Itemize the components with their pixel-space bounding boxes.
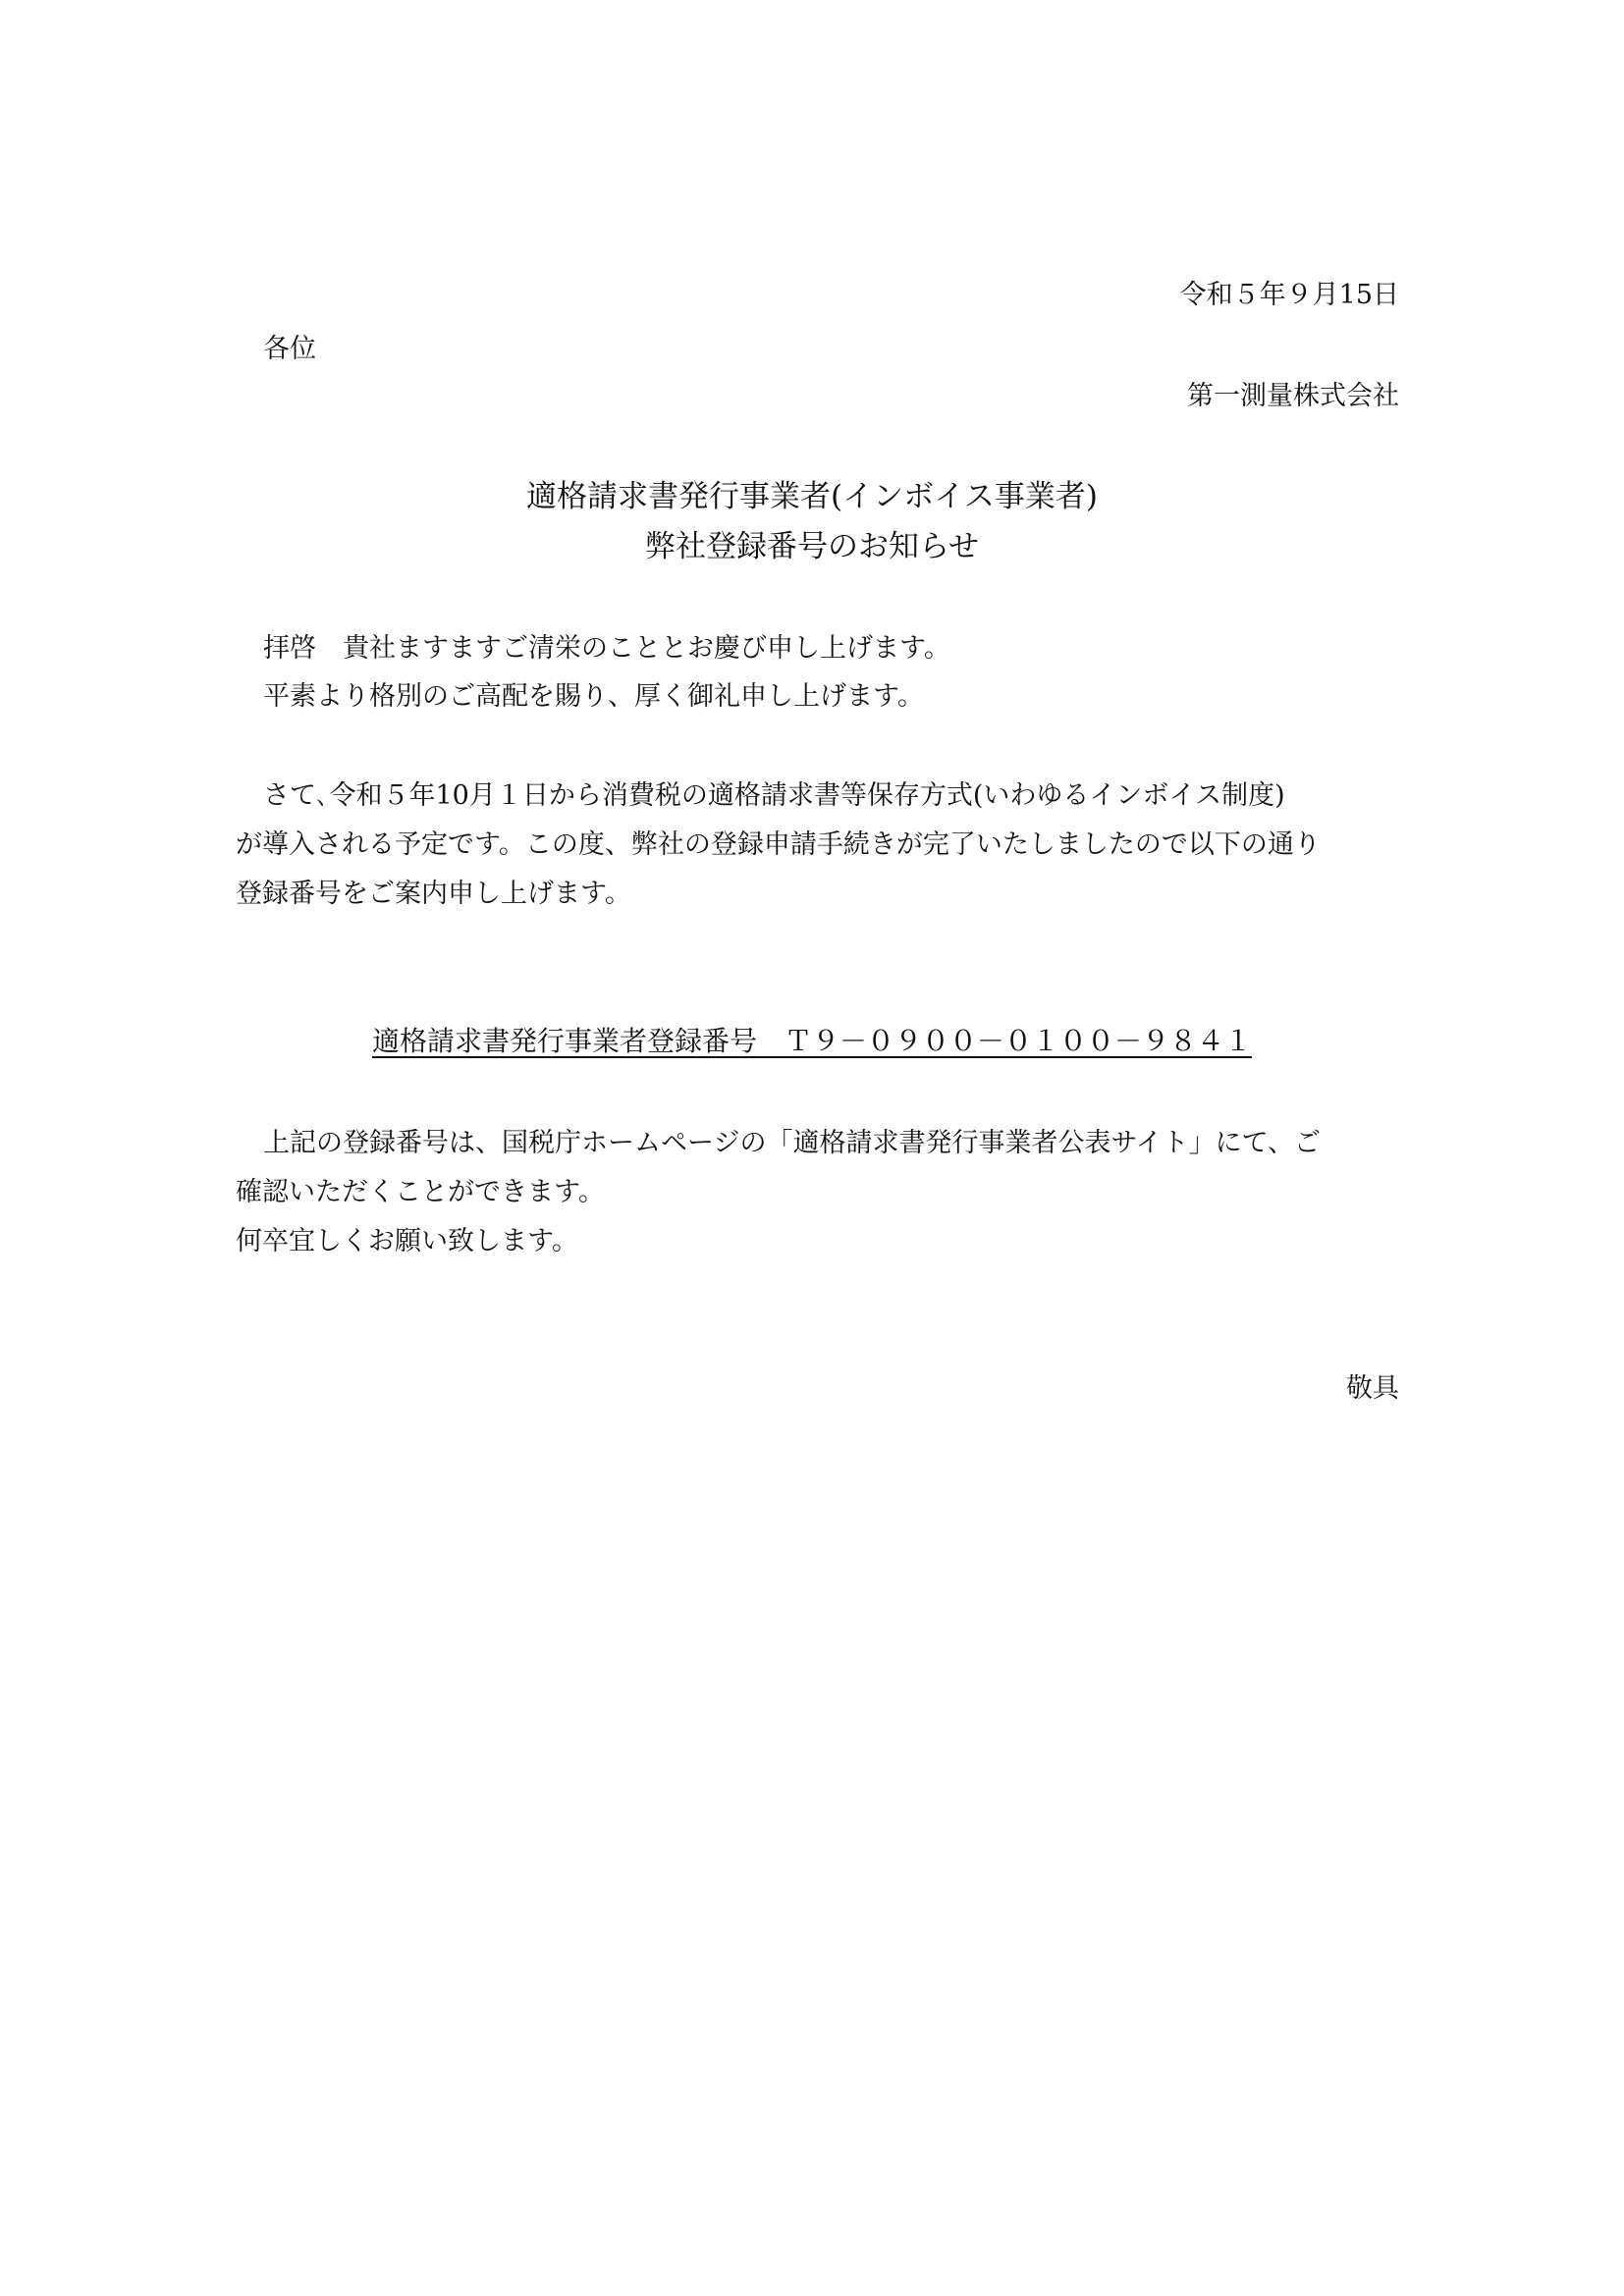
registration-number: 適格請求書発行事業者登録番号 Ｔ９－０９００－０１００－９８４１	[371, 1025, 1252, 1057]
note-line-2: 確認いただくことができます。	[236, 1177, 605, 1207]
body-line-1: さて､令和５年10月１日から消費税の適格請求書等保存方式(いわゆるインボイス制度)	[263, 780, 1285, 811]
greeting-line-2: 平素より格別のご高配を賜り、厚く御礼申し上げます。	[263, 681, 924, 712]
registration-number-block	[0, 1021, 1624, 1062]
document-title-line-2: 弊社登録番号のお知らせ	[644, 529, 980, 564]
note-line-3: 何卒宜しくお願い致します。	[236, 1226, 578, 1256]
letter-date: 令和５年９月15日	[1179, 280, 1399, 310]
body-line-2: が導入される予定です。この度、弊社の登録申請手続きが完了いたしましたので以下の通り	[236, 829, 1321, 860]
document-title-line-1: 適格請求書発行事業者(インボイス事業者)	[526, 479, 1098, 514]
note-line-1: 上記の登録番号は、国税庁ホームページの「適格請求書発行事業者公表サイト」にて、ご	[263, 1128, 1322, 1158]
sender-company: 第一測量株式会社	[1187, 381, 1399, 411]
greeting-line-1: 拝啓 貴社ますますご清栄のこととお慶び申し上げます。	[263, 633, 950, 664]
closing-word: 敬具	[1346, 1373, 1399, 1404]
body-line-3: 登録番号をご案内申し上げます。	[236, 879, 631, 909]
addressee: 各位	[263, 334, 316, 364]
